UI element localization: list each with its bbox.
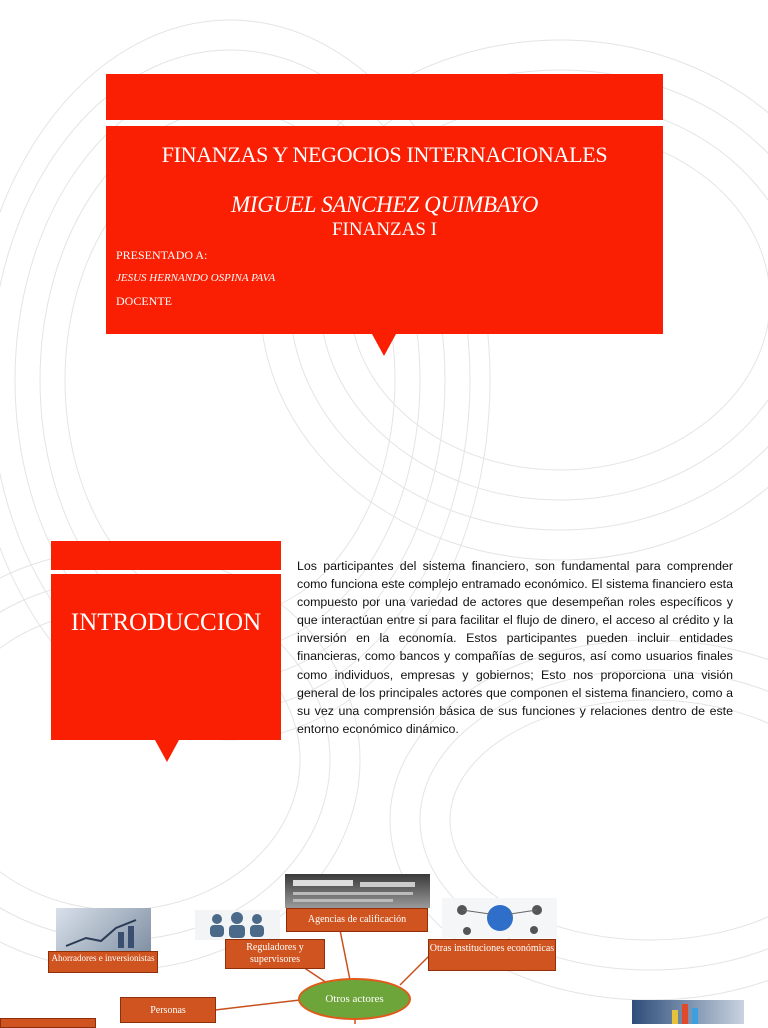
node-ahorradores: Ahorradores e inversionistas [48, 951, 158, 973]
investors-photo [56, 908, 151, 953]
node-left-partial [0, 1018, 96, 1028]
people-icon-group [195, 910, 280, 940]
intro-heading: INTRODUCCION [70, 609, 262, 636]
node-otros-actores: Otros actores [298, 978, 411, 1020]
author-name: MIGUEL SANCHEZ QUIMBAYO [230, 192, 538, 217]
bar-chart-icon [632, 1000, 744, 1024]
people-icon [195, 910, 280, 940]
teacher-name: JESUS HERNANDO OSPINA PAVA [116, 272, 276, 284]
presented-label: PRESENTADO A: [116, 248, 208, 262]
teacher-role: DOCENTE [116, 294, 172, 308]
network-photo [442, 898, 557, 938]
page-title: FINANZAS Y NEGOCIOS INTERNACIONALES [161, 142, 608, 167]
course-name: FINANZAS I [331, 219, 438, 240]
node-reguladores: Reguladores y supervisores [225, 939, 325, 969]
node-otras-instituciones: Otras instituciones económicas [428, 939, 556, 971]
node-agencias: Agencias de calificación [286, 908, 428, 932]
intro-paragraph: Los participantes del sistema financiero, son fundamental para comprender como funciona este complejo entramado económico. El sistema financiero esta compuesto por una variedad de actores que desempeñan roles específicos y que interactúan entre si para facilitar el flujo de dinero, el acceso al crédito y la inversión en la economía. Estos participantes pueden incluir entidades financieras, como bancos y compañías de seguros, así como usuarios finales como individuos, empresas y gobiernos; Esto nos proporciona una visión general de los principales actores que componen el sistema financiero, como a su vez una comprensión básica de sus funciones y relaciones dentro de este entorno económico dinámico. [297, 559, 733, 736]
newspaper-photo [285, 874, 430, 908]
business-chart-photo [632, 1000, 744, 1024]
globe-network-icon [442, 898, 557, 938]
newspaper-icon [285, 874, 430, 908]
chart-graphic-icon [56, 908, 151, 953]
node-personas: Personas [120, 997, 216, 1023]
